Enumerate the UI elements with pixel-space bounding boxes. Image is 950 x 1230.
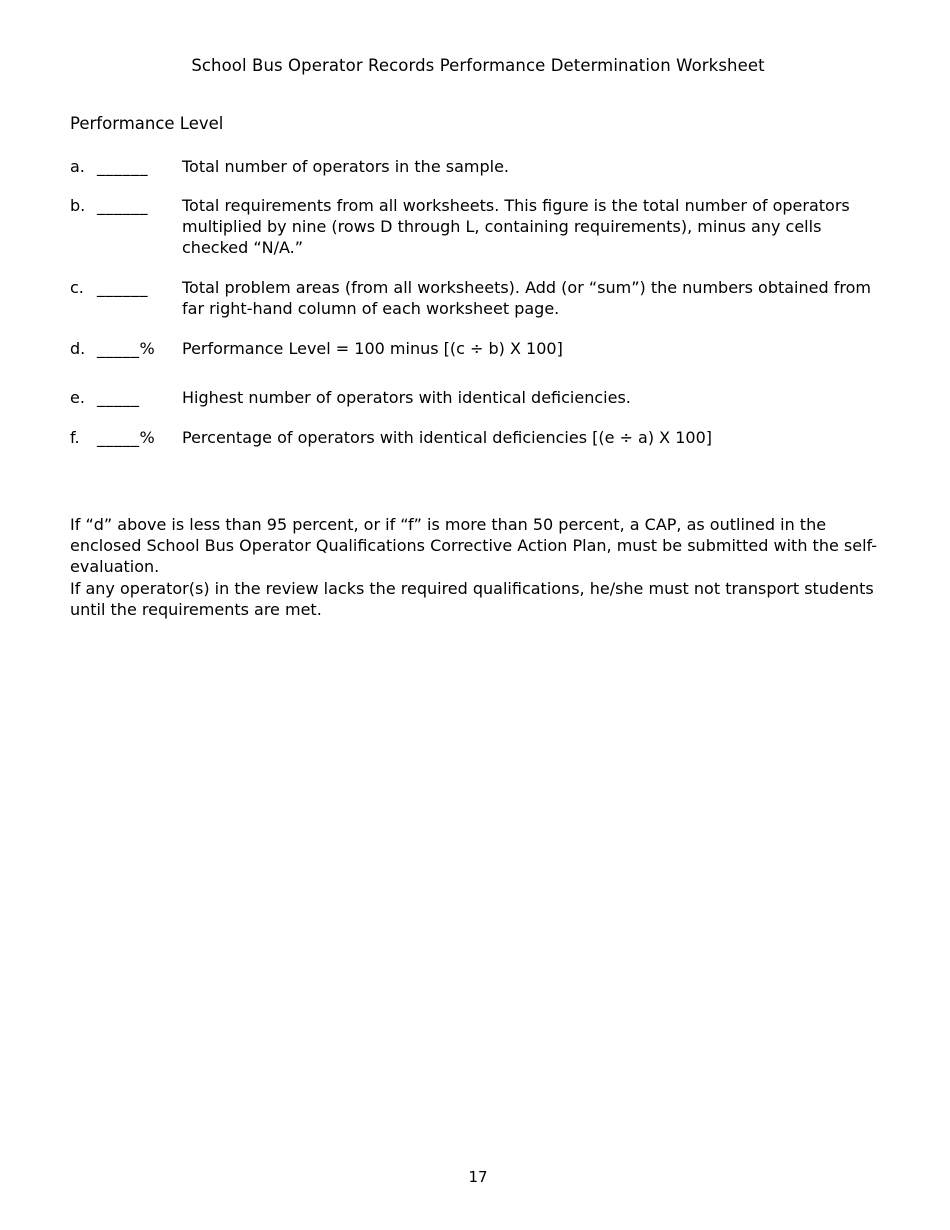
item-letter: c. xyxy=(70,278,84,297)
item-letter: f. xyxy=(70,428,80,447)
item-answer-blank: _____ xyxy=(97,388,140,407)
item-answer-blank: _____% xyxy=(97,339,156,358)
item-letter: d. xyxy=(70,339,86,358)
qualification-requirement-paragraph: If any operator(s) in the review lacks the required qualifications, he/she must not transport students until the requirements are met. xyxy=(70,579,874,619)
page-title: School Bus Operator Records Performance Determination Worksheet xyxy=(191,56,765,75)
item-description: Total problem areas (from all worksheets). Add (or “sum”) the numbers obtained from far right-hand column of each worksheet page. xyxy=(182,278,871,318)
item-answer-blank: ______ xyxy=(97,278,148,297)
section-heading: Performance Level xyxy=(70,114,224,133)
page-number: 17 xyxy=(468,1168,488,1186)
item-letter: e. xyxy=(70,388,85,407)
item-answer-blank: _____% xyxy=(97,428,156,447)
item-answer-blank: ______ xyxy=(97,196,148,215)
item-description: Percentage of operators with identical deficiencies [(e ÷ a) X 100] xyxy=(182,428,712,447)
item-description: Total requirements from all worksheets. This figure is the total number of operators multiplied by nine (rows D through L, containing requirements), minus any cells checked “N/A.” xyxy=(182,196,850,257)
item-letter: b. xyxy=(70,196,86,215)
item-letter: a. xyxy=(70,157,85,176)
cap-requirement-paragraph: If “d” above is less than 95 percent, or if “f” is more than 50 percent, a CAP, as outlined in the enclosed School Bus Operator Qualifications Corrective Action Plan, must be submitted with the self-evaluation. xyxy=(70,515,878,576)
item-description: Total number of operators in the sample. xyxy=(182,157,509,176)
item-description: Highest number of operators with identical deficiencies. xyxy=(182,388,631,407)
item-description: Performance Level = 100 minus [(c ÷ b) X 100] xyxy=(182,339,563,358)
item-answer-blank: ______ xyxy=(97,157,148,176)
